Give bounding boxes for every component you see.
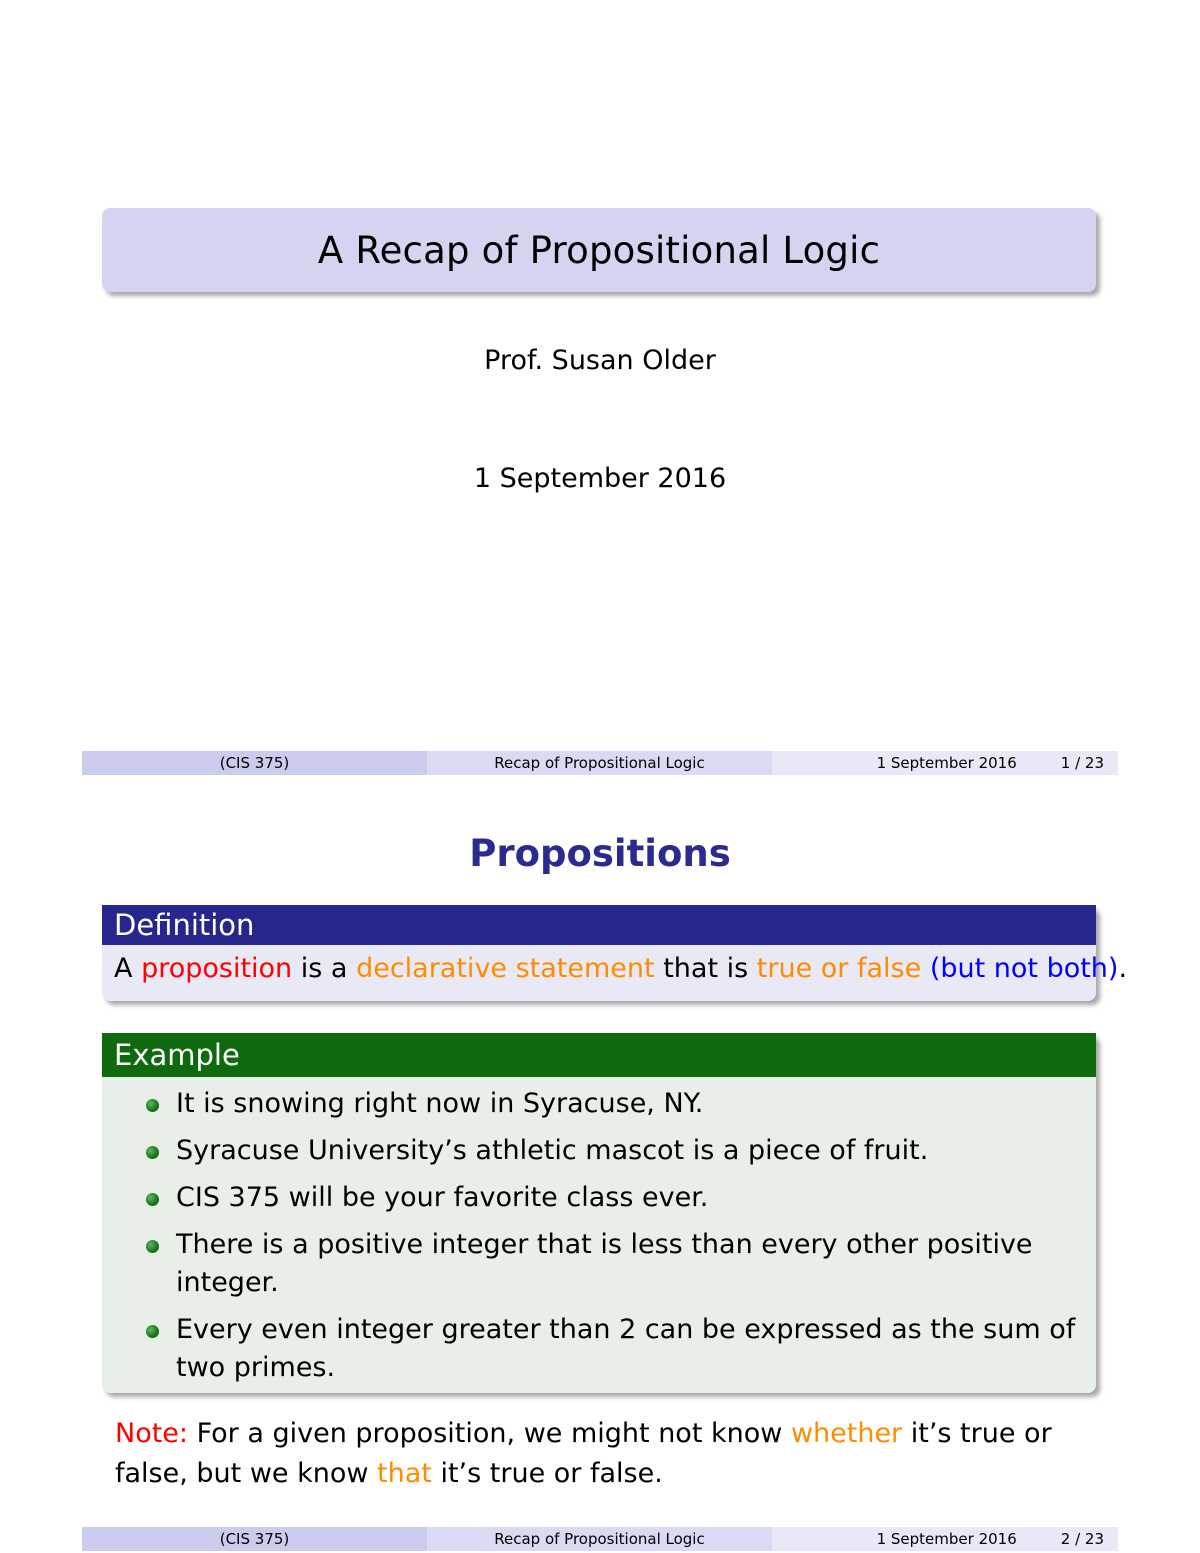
- list-item: Every even integer greater than 2 can be expressed as the sum of two primes.: [176, 1311, 1082, 1387]
- term-that: that: [377, 1458, 432, 1489]
- list-item: There is a positive integer that is less than every other positive integer.: [176, 1226, 1082, 1302]
- footer-course: (CIS 375): [82, 751, 427, 775]
- footer-date: 1 September 2016: [876, 1530, 1017, 1548]
- slide-footer: [82, 1527, 1118, 1551]
- author: Prof. Susan Older: [484, 345, 716, 376]
- presentation-date: 1 September 2016: [473, 463, 727, 494]
- bullet-icon: [146, 1099, 159, 1112]
- footer-page-number: 1 / 23: [1060, 754, 1104, 772]
- propositions-slide: [0, 776, 1200, 1553]
- footer-date: 1 September 2016: [876, 754, 1017, 772]
- example-block: [102, 1033, 1096, 1393]
- presentation-title: A Recap of Propositional Logic: [317, 228, 881, 272]
- term-whether: whether: [790, 1418, 903, 1449]
- definition-text: A proposition is a declarative statement that is true or false (but not both).: [114, 953, 1128, 984]
- note-text: Note: For a given proposition, we might not know whether it’s true or false, but we know that it’s true or false.: [115, 1418, 1052, 1489]
- footer-course: (CIS 375): [82, 1527, 427, 1551]
- term-but-not-both: (but not both): [929, 953, 1119, 984]
- example-list: [102, 1077, 1096, 1387]
- title-slide: [0, 0, 1200, 776]
- bullet-icon: [146, 1325, 159, 1338]
- definition-heading: Definition: [102, 905, 1096, 945]
- bullet-icon: [146, 1193, 159, 1206]
- bullet-icon: [146, 1240, 159, 1253]
- term-proposition: proposition: [141, 953, 293, 984]
- slide-footer: [82, 751, 1118, 775]
- footer-date-page: [772, 1527, 1118, 1551]
- footer-date-page: [772, 751, 1118, 775]
- footer-title: Recap of Propositional Logic: [427, 751, 772, 775]
- title-box: [102, 208, 1096, 292]
- note-label: Note:: [115, 1418, 189, 1449]
- term-true-or-false: true or false: [756, 953, 922, 984]
- footer-page-number: 2 / 23: [1060, 1530, 1104, 1548]
- footer-title: Recap of Propositional Logic: [427, 1527, 772, 1551]
- bullet-icon: [146, 1146, 159, 1159]
- frame-title: Propositions: [469, 832, 731, 875]
- list-item: CIS 375 will be your favorite class ever.: [176, 1179, 1082, 1217]
- definition-block: [102, 905, 1128, 1001]
- list-item: Syracuse University’s athletic mascot is a piece of fruit.: [176, 1132, 1082, 1170]
- list-item: It is snowing right now in Syracuse, NY.: [176, 1085, 1082, 1123]
- term-declarative-statement: declarative statement: [356, 953, 655, 984]
- example-heading: Example: [102, 1033, 1096, 1077]
